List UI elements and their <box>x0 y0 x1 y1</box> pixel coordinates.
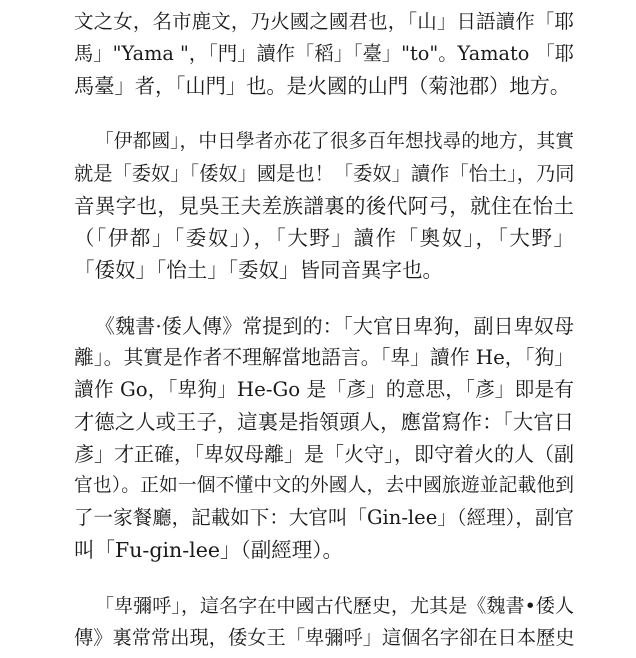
paragraph-3-line-3: 讀作 Go，「卑狗」He-Go 是「彥」的意思，「彥」即是有 <box>74 378 574 401</box>
paragraph-3-line-1: 《魏書·倭人傳》常提到的：「大官日卑狗，副日卑奴母 <box>95 314 574 338</box>
paragraph-2-line-5: 「倭奴」「怡土」「委奴」皆同音異字也。 <box>74 258 443 282</box>
paragraph-3-line-7: 了一家餐廳，記載如下：大官叫「Gin-lee」（經理），副官 <box>74 506 574 529</box>
paragraph-2-line-1: 「伊都國」，中日學者亦花了很多百年想找尋的地方，其實 <box>95 131 574 152</box>
paragraph-4-line-1: 「卑彌呼」，這名字在中國古代歷史，尤其是《魏書•倭人 <box>95 595 574 617</box>
paragraph-2-line-4: （「伊都」「委奴」），「大野」讀作「奧奴」，「大野」 <box>74 226 574 250</box>
paragraph-3-line-2: 離」。其實是作者不理解當地語言。「卑」讀作 He，「狗」 <box>74 346 574 369</box>
paragraph-3-line-4: 才德之人或王子，這裏是指領頭人，應當寫作：「大官日 <box>74 410 574 434</box>
paragraph-2-line-2: 就是「委奴」「倭奴」國是也！「委奴」讀作「怡土」，乃同 <box>74 162 575 185</box>
paragraph-4-line-2: 傳》裏常常出現，倭女王「卑彌呼」這個名字卻在日本歷史 <box>74 626 575 649</box>
paragraph-1-line-2: 馬」"Yama "，「門」讀作「稻」「臺」"to"。Yamato 「耶 <box>74 42 574 65</box>
paragraph-3-line-8: 叫「Fu-gin-lee」（副經理）。 <box>74 538 343 562</box>
paragraph-1-line-3: 馬臺」者，「山門」也。是火國的山門（菊池郡）地方。 <box>74 74 571 98</box>
paragraph-3-line-5: 彥」才正確，「卑奴母離」是「火守」，即守着火的人（副 <box>74 442 574 466</box>
paragraph-1-line-1: 文之女，名市鹿文，乃火國之國君也，「山」日語讀作「耶 <box>74 10 574 33</box>
paragraph-2-line-3: 音異字也，見吳王夫差族譜裏的後代阿弓，就住在怡土 <box>74 194 574 218</box>
paragraph-3-line-6: 官也）。正如一個不懂中文的外國人，去中國旅遊並記載他到 <box>74 475 574 496</box>
